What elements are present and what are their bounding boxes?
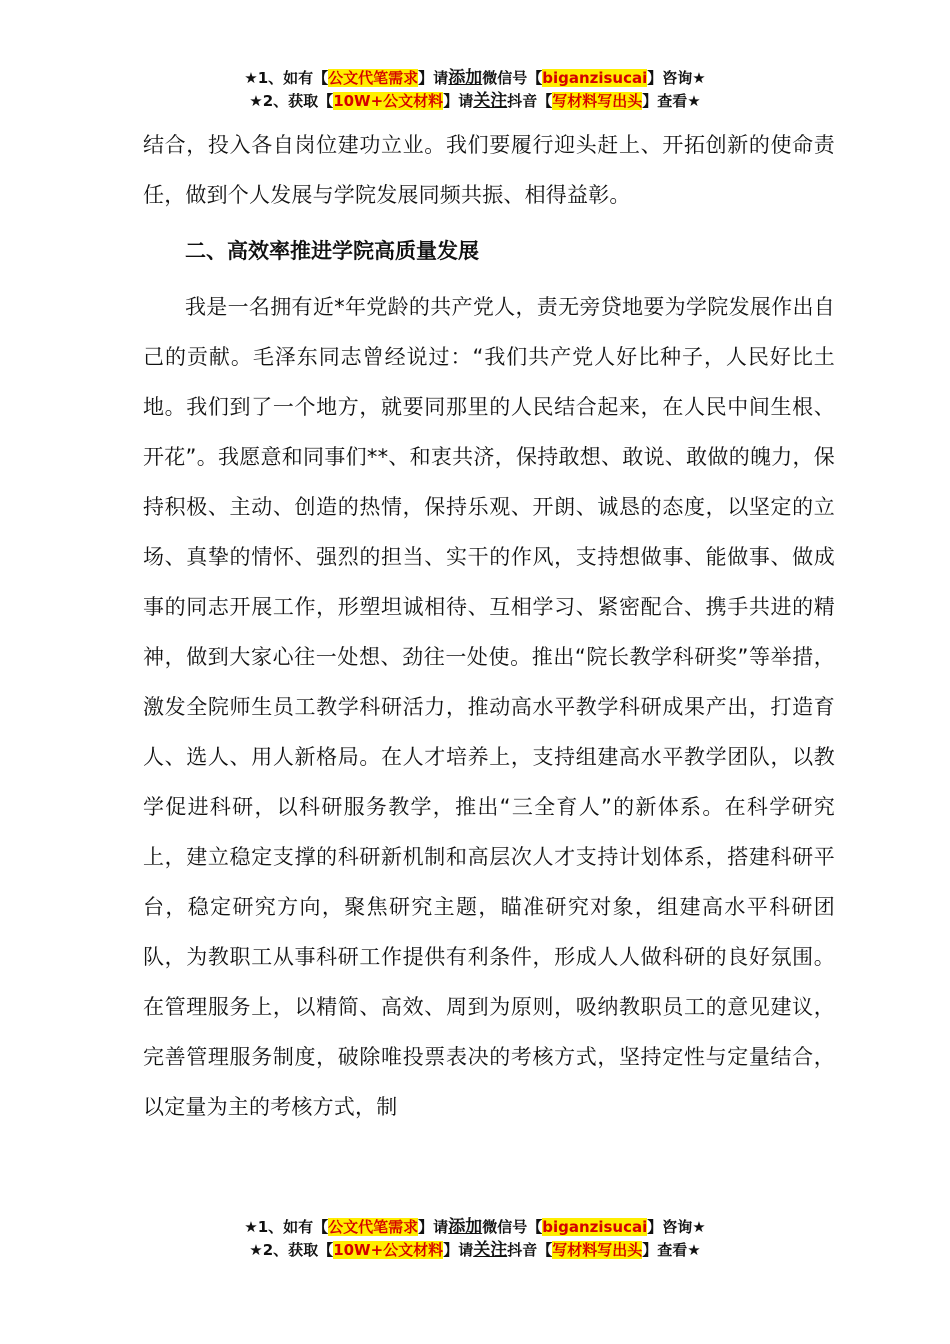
header-banner <box>0 67 950 113</box>
footer-line-2-prefix: ★2、获取【 <box>249 1241 334 1259</box>
banner-line-1-prefix: ★1、如有【 <box>244 69 329 87</box>
footer-line-1-prefix: ★1、如有【 <box>244 1218 329 1236</box>
footer-line-1 <box>0 1216 950 1239</box>
banner-line-2-mid2: 抖音【 <box>507 92 553 110</box>
banner-line-1-mid2: 微信号【 <box>482 69 543 87</box>
banner-line-1 <box>0 67 950 90</box>
paragraph-main: 我是一名拥有近*年党龄的共产党人，责无旁贷地要为学院发展作出自己的贡献。毛泽东同志曾经说过：“我们共产党人好比种子，人民好比土地。我们到了一个地方，就要同那里的人民结合起来，在人民中间生根、开花”。我愿意和同事们**、和衷共济，保持敢想、敢说、敢做的魄力，保持积极、主动、创造的热情，保持乐观、开朗、诚恳的态度，以坚定的立场、真挚的情怀、强烈的担当、实干的作风，支持想做事、能做事、做成事的同志开展工作，形塑坦诚相待、互相学习、紧密配合、携手共进的精神，做到大家心往一处想、劲往一处使。推出“院长教学科研奖”等举措，激发全院师生员工教学科研活力，推动高水平教学科研成果产出，打造育人、选人、用人新格局。在人才培养上，支持组建高水平教学团队，以教学促进科研，以科研服务教学，推出“三全育人”的新体系。在科学研究上，建立稳定支撑的科研新机制和高层次人才支持计划体系，搭建科研平台，稳定研究方向，聚焦研究主题，瞄准研究对象，组建高水平科研团队，为教职工从事科研工作提供有利条件，形成人人做科研的良好氛围。在管理服务上，以精简、高效、周到为原则，吸纳教职员工的意见建议，完善管理服务制度，破除唯投票表决的考核方式，坚持定性与定量结合，以定量为主的考核方式，制 <box>143 295 835 1119</box>
document-body <box>143 120 835 1132</box>
banner-line-2-mid: 】请 <box>443 92 474 110</box>
banner-highlight-douyin: 写材料写出头 <box>552 92 643 110</box>
banner-line-1-suffix: 】咨询★ <box>647 69 706 87</box>
footer-line-2-mid2: 抖音【 <box>507 1241 553 1259</box>
footer-highlight-service: 公文代笔需求 <box>328 1218 419 1236</box>
footer-highlight-wechat: biganzisucai <box>542 1218 648 1236</box>
banner-line-1-mid: 】请 <box>418 69 449 87</box>
footer-line-2-mid: 】请 <box>443 1241 474 1259</box>
banner-line-2 <box>0 90 950 113</box>
footer-highlight-materials: 10W+公文材料 <box>333 1241 444 1259</box>
footer-line-1-mid: 】请 <box>418 1218 449 1236</box>
banner-highlight-service: 公文代笔需求 <box>328 69 419 87</box>
paragraph-continuation: 结合，投入各自岗位建功立业。我们要履行迎头赶上、开拓创新的使命责任，做到个人发展与学院发展同频共振、相得益彰。 <box>143 133 835 207</box>
footer-emphasis-add: 添加 <box>448 1217 483 1237</box>
banner-line-2-prefix: ★2、获取【 <box>249 92 334 110</box>
banner-highlight-materials: 10W+公文材料 <box>333 92 444 110</box>
footer-banner <box>0 1216 950 1262</box>
footer-line-2 <box>0 1239 950 1262</box>
banner-highlight-wechat: biganzisucai <box>542 69 648 87</box>
footer-emphasis-follow: 关注 <box>473 1240 508 1260</box>
banner-emphasis-add: 添加 <box>448 68 483 88</box>
footer-line-2-suffix: 】查看★ <box>642 1241 701 1259</box>
footer-highlight-douyin: 写材料写出头 <box>552 1241 643 1259</box>
banner-line-2-suffix: 】查看★ <box>642 92 701 110</box>
section-heading: 二、高效率推进学院高质量发展 <box>185 239 479 263</box>
footer-line-1-suffix: 】咨询★ <box>647 1218 706 1236</box>
banner-emphasis-follow: 关注 <box>473 91 508 111</box>
footer-line-1-mid2: 微信号【 <box>482 1218 543 1236</box>
